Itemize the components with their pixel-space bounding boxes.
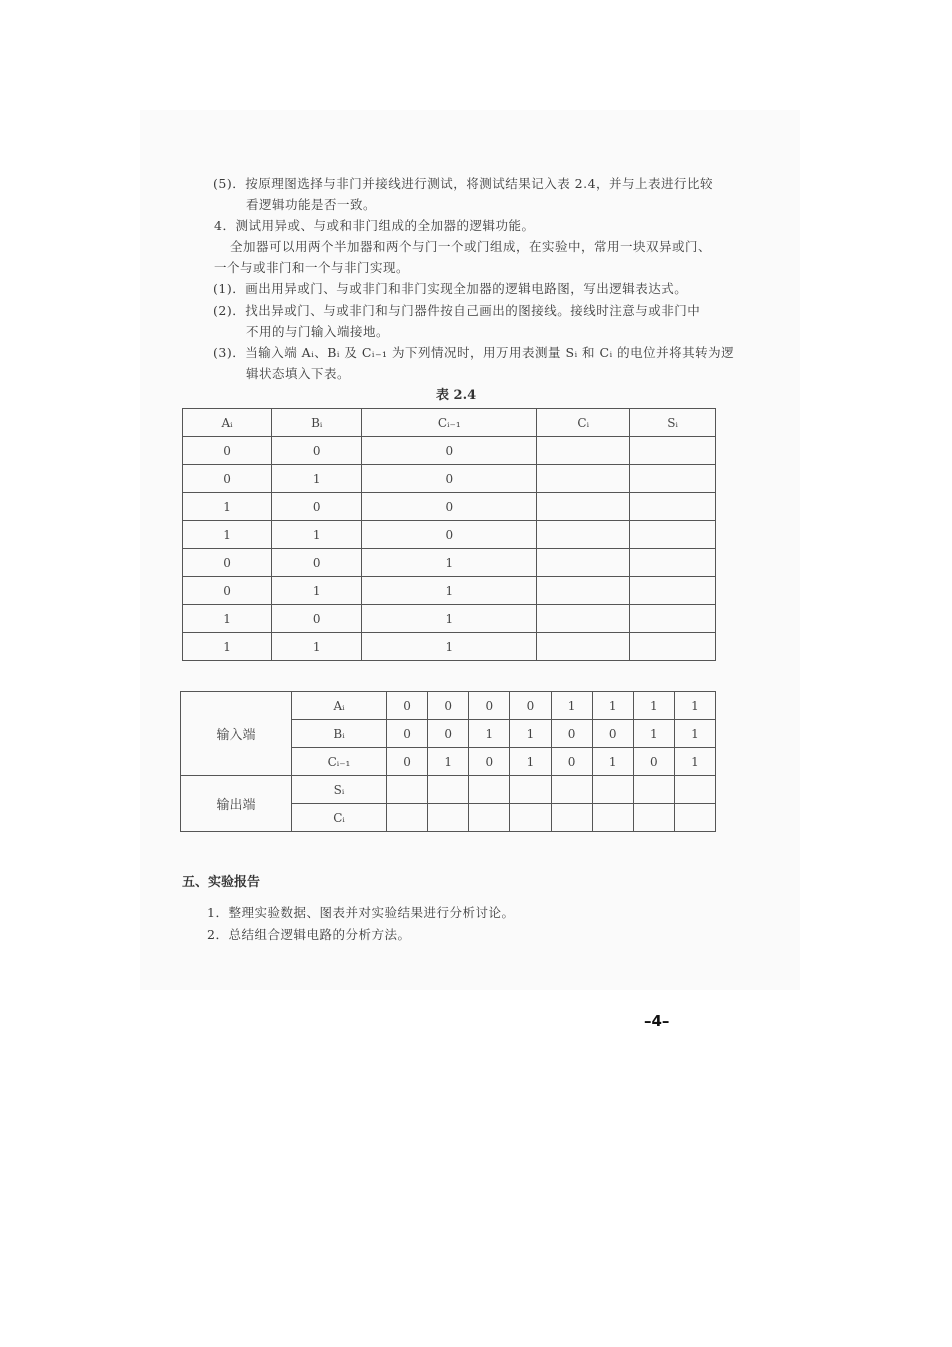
table-row — [183, 577, 716, 605]
io-cell: 0 — [387, 748, 428, 776]
step-4-2-line-1: (2)．找出异或门、与或非门和与门器件按自己画出的图接线。接线时注意与或非门中 — [213, 303, 701, 318]
table-cell — [630, 437, 716, 465]
table-cell: 1 — [183, 605, 272, 633]
io-cell: 1 — [674, 748, 715, 776]
table-cell: 1 — [183, 633, 272, 661]
io-cell — [428, 804, 469, 832]
signal-label: Cᵢ₋₁ — [292, 748, 387, 776]
table-cell — [630, 577, 716, 605]
io-cell — [633, 776, 674, 804]
table-cell — [537, 521, 630, 549]
table-cell: 0 — [183, 549, 272, 577]
step-4-desc-2: 一个与或非门和一个与非门实现。 — [214, 260, 410, 275]
io-cell: 1 — [592, 692, 633, 720]
table-cell: 1 — [272, 465, 362, 493]
step-4-3-line-1: (3)．当输入端 Aᵢ、Bᵢ 及 Cᵢ₋₁ 为下列情况时，用万用表测量 Sᵢ 和 Cᵢ 的电位并将其转为逻 — [213, 345, 735, 360]
table-cell — [537, 633, 630, 661]
io-cell: 0 — [551, 748, 592, 776]
table-cell: 1 — [362, 633, 537, 661]
table-cell: 0 — [362, 465, 537, 493]
io-cell: 1 — [633, 720, 674, 748]
header-cell: Cᵢ — [537, 409, 630, 437]
table-cell — [630, 493, 716, 521]
io-cell — [551, 804, 592, 832]
table-cell — [537, 605, 630, 633]
io-cell — [674, 804, 715, 832]
io-cell: 0 — [387, 720, 428, 748]
table-cell: 0 — [272, 437, 362, 465]
input-group-label: 输入端 — [181, 692, 292, 776]
table-cell — [630, 633, 716, 661]
header-cell: Cᵢ₋₁ — [362, 409, 537, 437]
table-row — [183, 549, 716, 577]
io-cell — [387, 776, 428, 804]
table-cell: 0 — [362, 493, 537, 521]
header-cell: Sᵢ — [630, 409, 716, 437]
io-row-a — [181, 692, 716, 720]
table-cell — [630, 549, 716, 577]
io-cell: 0 — [510, 692, 551, 720]
table-cell — [537, 465, 630, 493]
table-cell: 0 — [183, 437, 272, 465]
table-cell: 0 — [362, 437, 537, 465]
page-number: –4– — [644, 1012, 670, 1030]
table-cell: 0 — [183, 465, 272, 493]
signal-label: Aᵢ — [292, 692, 387, 720]
table-cell — [537, 577, 630, 605]
table-caption: 表 2.4 — [436, 388, 477, 403]
table-cell — [537, 549, 630, 577]
table-cell: 1 — [272, 521, 362, 549]
table-cell: 1 — [272, 577, 362, 605]
table-cell — [630, 465, 716, 493]
io-cell: 1 — [633, 692, 674, 720]
io-cell — [633, 804, 674, 832]
table-row — [183, 437, 716, 465]
io-cell — [428, 776, 469, 804]
io-cell: 0 — [387, 692, 428, 720]
header-cell: Bᵢ — [272, 409, 362, 437]
step-5-line-2: 看逻辑功能是否一致。 — [246, 197, 377, 212]
signal-label: Cᵢ — [292, 804, 387, 832]
table-row — [183, 605, 716, 633]
io-cell — [387, 804, 428, 832]
io-cell — [469, 776, 510, 804]
io-cell — [592, 776, 633, 804]
table-cell: 1 — [272, 633, 362, 661]
io-cell: 0 — [469, 748, 510, 776]
io-cell: 0 — [469, 692, 510, 720]
table-cell — [630, 605, 716, 633]
table-cell: 0 — [272, 605, 362, 633]
io-cell: 1 — [551, 692, 592, 720]
section-heading: 五、实验报告 — [182, 875, 261, 890]
table-cell: 0 — [272, 493, 362, 521]
table-cell — [537, 437, 630, 465]
io-cell — [551, 776, 592, 804]
output-group-label: 输出端 — [181, 776, 292, 832]
io-cell: 0 — [428, 720, 469, 748]
step-4-1: (1)．画出用异或门、与或非门和非门实现全加器的逻辑电路图，写出逻辑表达式。 — [213, 281, 688, 296]
io-cell — [674, 776, 715, 804]
report-item-1: 1．整理实验数据、图表并对实验结果进行分析讨论。 — [207, 905, 515, 920]
io-cell: 1 — [469, 720, 510, 748]
io-cell: 1 — [510, 748, 551, 776]
table-cell: 1 — [183, 521, 272, 549]
table-cell: 1 — [362, 577, 537, 605]
io-cell: 0 — [633, 748, 674, 776]
io-row-s — [181, 776, 716, 804]
table-header-row — [183, 409, 716, 437]
io-cell: 1 — [428, 748, 469, 776]
table-cell: 0 — [362, 521, 537, 549]
report-item-2: 2．总结组合逻辑电路的分析方法。 — [207, 927, 411, 942]
io-cell: 1 — [674, 720, 715, 748]
signal-label: Bᵢ — [292, 720, 387, 748]
io-cell — [592, 804, 633, 832]
step-4-title: 4．测试用异或、与或和非门组成的全加器的逻辑功能。 — [214, 218, 535, 233]
header-cell: Aᵢ — [183, 409, 272, 437]
table-cell: 0 — [183, 577, 272, 605]
io-cell — [510, 776, 551, 804]
table-cell: 1 — [362, 549, 537, 577]
io-table — [180, 691, 716, 832]
table-row — [183, 493, 716, 521]
table-cell: 0 — [272, 549, 362, 577]
io-cell — [510, 804, 551, 832]
io-cell: 0 — [551, 720, 592, 748]
table-row — [183, 633, 716, 661]
io-cell: 1 — [510, 720, 551, 748]
step-4-desc-1: 全加器可以用两个半加器和两个与门一个或门组成，在实验中，常用一块双异或门、 — [230, 239, 712, 254]
io-cell: 0 — [592, 720, 633, 748]
truth-table — [182, 408, 716, 661]
table-cell: 1 — [183, 493, 272, 521]
table-cell: 1 — [362, 605, 537, 633]
step-5-line-1: (5)．按原理图选择与非门并接线进行测试，将测试结果记入表 2.4，并与上表进行比较 — [213, 176, 714, 191]
io-cell: 1 — [592, 748, 633, 776]
io-cell — [469, 804, 510, 832]
table-cell — [537, 493, 630, 521]
step-4-2-line-2: 不用的与门输入端接地。 — [246, 324, 390, 339]
signal-label: Sᵢ — [292, 776, 387, 804]
table-cell — [630, 521, 716, 549]
io-cell: 0 — [428, 692, 469, 720]
step-4-3-line-2: 辑状态填入下表。 — [246, 366, 351, 381]
table-row — [183, 521, 716, 549]
io-cell: 1 — [674, 692, 715, 720]
table-row — [183, 465, 716, 493]
